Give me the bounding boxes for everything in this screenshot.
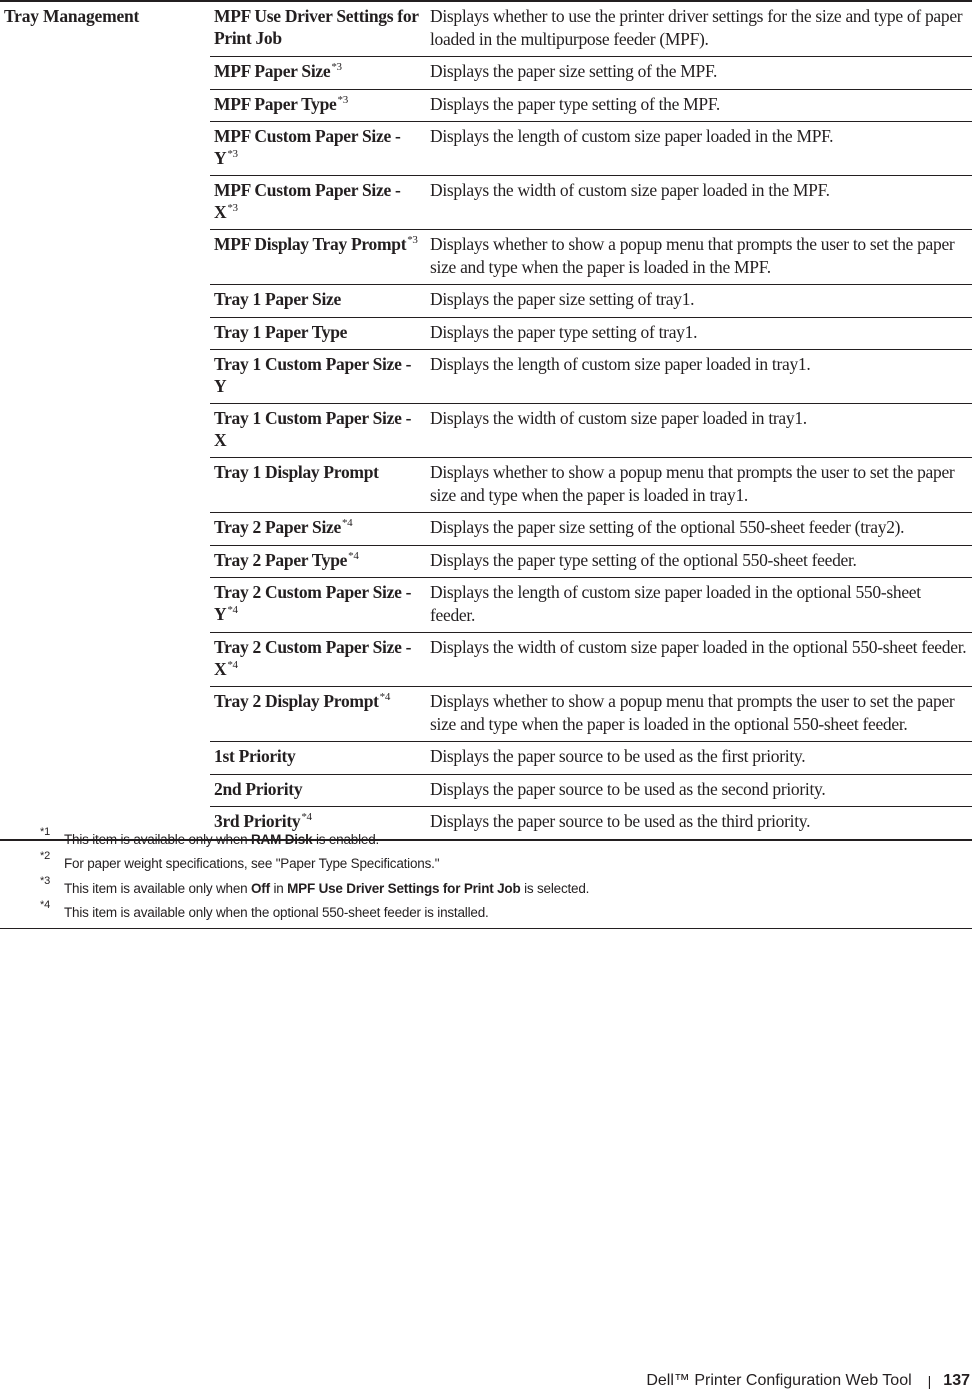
item-name: 3rd Priority$^{*4}$ — [214, 811, 312, 831]
item-description: Displays the width of custom size paper loaded in the MPF. — [430, 180, 830, 200]
table-rows — [210, 2, 972, 839]
table-row — [210, 2, 972, 56]
item-description: Displays the paper source to be used as the first priority. — [430, 746, 806, 766]
footnote — [40, 850, 440, 871]
item-name: MPF Use Driver Settings for Print Job — [214, 6, 419, 48]
item-description: Displays the width of custom size paper loaded in the optional 550-sheet feeder. — [430, 637, 967, 657]
footnote-mark: *1 — [40, 826, 50, 838]
item-description: Displays the paper type setting of tray1. — [430, 321, 698, 342]
item-name: Tray 2 Display Prompt$^{*4}$ — [214, 691, 391, 711]
item-name: 2nd Priority — [214, 778, 303, 799]
item-description: Displays whether to show a popup menu that prompts the user to set the paper size and type when the paper is loaded in the MPF. — [430, 234, 955, 277]
table-row — [210, 403, 972, 457]
group-label: Tray Management — [4, 6, 140, 26]
table-row — [210, 121, 972, 175]
item-name: Tray 1 Paper Type — [214, 321, 348, 342]
footnote — [40, 826, 380, 847]
table-row — [210, 317, 972, 350]
table-row — [210, 512, 972, 545]
item-name: MPF Paper Type$^{*3}$ — [214, 93, 348, 114]
item-name: MPF Paper Size$^{*3}$ — [214, 61, 342, 81]
item-description: Displays the paper size setting of the optional 550-sheet feeder (tray2). — [430, 517, 905, 537]
page-number: 137 — [943, 1372, 970, 1389]
item-name: Tray 1 Custom Paper Size - Y — [214, 354, 412, 396]
item-name: Tray 2 Custom Paper Size - $Y^{*4}$ — [214, 582, 412, 624]
footnote — [40, 899, 489, 920]
table-row — [210, 457, 972, 512]
item-description: Displays the paper source to be used as the third priority. — [430, 811, 811, 831]
footnote-mark: *2 — [40, 850, 50, 862]
footnote-mark: *3 — [40, 875, 50, 887]
footnote — [40, 875, 590, 896]
item-description: Displays the width of custom size paper loaded in tray1. — [430, 408, 807, 428]
footer-title: Dell™ Printer Configuration Web Tool — [646, 1372, 912, 1389]
item-description: Displays whether to use the printer driver settings for the size and type of paper loaded in the multipurpose feeder (MPF). — [430, 6, 963, 49]
item-name: 1st Priority — [214, 746, 296, 766]
item-name: MPF Custom Paper Size - $Y^{*3}$ — [214, 126, 401, 168]
table-row — [210, 175, 972, 229]
table-row — [210, 545, 972, 578]
footnote-text: This item is available only when Off in MPF Use Driver Settings for Print Job is selected. — [64, 881, 590, 896]
footnotes — [0, 824, 972, 929]
table-row — [210, 89, 972, 122]
item-description: Displays the paper size setting of the MPF. — [430, 61, 718, 81]
table-row — [210, 741, 972, 774]
table-row — [210, 774, 972, 807]
item-description: Displays the length of custom size paper loaded in the MPF. — [430, 126, 834, 146]
item-description: Displays the paper size setting of tray1. — [430, 289, 695, 309]
item-description: Displays whether to show a popup menu that prompts the user to set the paper size and type when the paper is loaded in tray1. — [430, 462, 955, 505]
table-row — [210, 284, 972, 317]
item-description: Displays whether to show a popup menu that prompts the user to set the paper size and type when the paper is loaded in the optional 550-sheet feeder. — [430, 691, 955, 734]
item-description: Displays the paper source to be used as the second priority. — [430, 778, 826, 799]
table-row — [210, 577, 972, 632]
table-row — [210, 349, 972, 403]
footnote-text: This item is available only when RAM Disk is enabled. — [64, 832, 380, 847]
table-row — [210, 56, 972, 89]
item-description: Displays the length of custom size paper loaded in tray1. — [430, 354, 811, 374]
item-name: Tray 1 Custom Paper Size - X — [214, 408, 412, 450]
item-name: Tray 1 Paper Size — [214, 289, 341, 309]
item-description: Displays the paper type setting of the MPF. — [430, 93, 720, 114]
item-name: Tray 2 Paper Type$^{*4}$ — [214, 549, 359, 570]
item-name: Tray 2 Custom Paper Size - $X^{*4}$ — [214, 637, 412, 679]
page-footer — [646, 1372, 970, 1390]
footnote-text: For paper weight specifications, see "Paper Type Specifications." — [64, 856, 440, 871]
item-name: Tray 2 Paper Size$^{*4}$ — [214, 517, 353, 537]
footer-separator: | — [927, 1373, 932, 1389]
item-description: Displays the length of custom size paper loaded in the optional 550-sheet feeder. — [430, 582, 921, 625]
table-row — [210, 686, 972, 741]
item-name: MPF Custom Paper Size - $X^{*3}$ — [214, 180, 401, 222]
footnote-mark: *4 — [40, 899, 50, 911]
footnote-text: This item is available only when the optional 550-sheet feeder is installed. — [64, 905, 489, 920]
item-name: Tray 1 Display Prompt — [214, 462, 379, 482]
item-name: MPF Display Tray Prompt$^{*3}$ — [214, 234, 418, 254]
table-row — [210, 632, 972, 686]
item-description: Displays the paper type setting of the optional 550-sheet feeder. — [430, 549, 857, 570]
table-row — [210, 229, 972, 284]
